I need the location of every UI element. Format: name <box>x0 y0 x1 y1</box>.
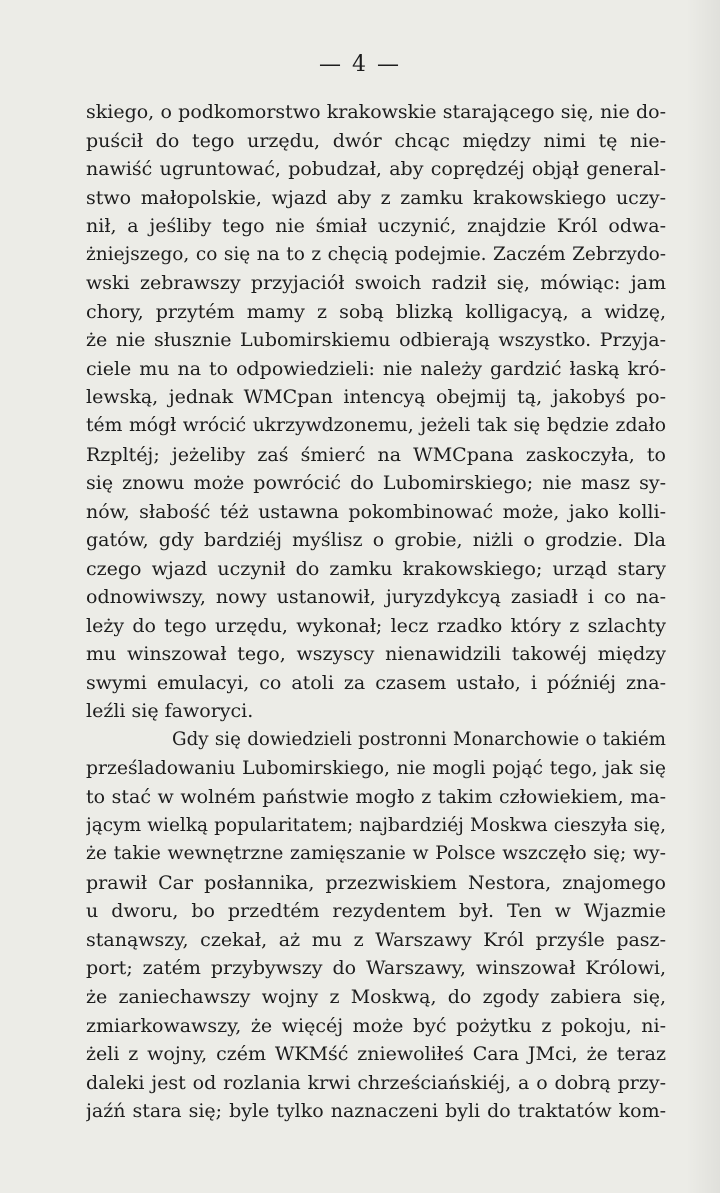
text-line: mu winszował tego, wszyscy nienawidzili takowéj między <box>86 643 666 666</box>
text-line: port; zatém przybywszy do Warszawy, winszował Królowi, <box>86 957 666 980</box>
text-line: Rzpltéj; jeżeliby zaś śmierć na WMCpana zaskoczyła, to <box>86 443 666 466</box>
text-line: czego wjazd uczynił do zamku krakowskiego; urząd stary <box>86 557 666 580</box>
text-line: stwo małopolskie, wjazd aby z zamku krakowskiego uczy- <box>86 186 666 209</box>
text-line: wski zebrawszy przyjaciół swoich radził się, mówiąc: jam <box>86 272 666 295</box>
paragraph-2 <box>86 726 666 1126</box>
text-line: się znowu może powrócić do Lubomirskiego; nie masz sy- <box>86 472 666 495</box>
text-line: daleki jest od rozlania krwi chrześciańskiéj, a o dobrą przy- <box>86 1071 666 1094</box>
text-line: że nie słusznie Lubomirskiemu odbierają wszystko. Przyja- <box>86 329 666 352</box>
text-line: puścił do tego urzędu, dwór chcąc między nimi tę nie- <box>86 129 666 152</box>
text-line: że zaniechawszy wojny z Moskwą, do zgody zabiera się, <box>86 985 666 1008</box>
text-line: jącym wielką popularitatem; najbardziéj Moskwa cieszyła się, <box>86 814 666 836</box>
page-edge-shadow <box>686 0 720 1193</box>
text-line: że takie wewnętrzne zamięszanie w Polsce wszczęło się; wy- <box>86 843 666 865</box>
text-line: nów, słabość téż ustawna pokombinować może, jako kolli- <box>86 500 666 523</box>
text-line: jaźń stara się; byle tylko naznaczeni byli do traktatów kom- <box>86 1100 666 1123</box>
page-number: — 4 — <box>319 52 401 77</box>
body-text <box>86 98 666 1126</box>
text-line: ciele mu na to odpowiedzieli: nie należy gardzić łaską kró- <box>86 357 666 380</box>
text-line: nawiść ugruntować, pobudzał, aby coprędzéj objął general- <box>86 158 666 181</box>
text-line: prawił Car posłannika, przezwiskiem Nestora, znajomego <box>86 871 666 894</box>
paragraph-1 <box>86 98 666 726</box>
text-line: skiego, o podkomorstwo krakowskie starającego się, nie do- <box>86 101 666 123</box>
text-line: zmiarkowawszy, że więcéj może być pożytku z pokoju, ni- <box>86 1014 666 1037</box>
text-line: u dworu, bo przedtém rezydentem był. Ten w Wjazmie <box>86 900 666 923</box>
text-line: leźli się faworyci. <box>86 700 254 723</box>
text-line: odnowiwszy, nowy ustanowił, juryzdykcyą zasiadł i co na- <box>86 586 666 609</box>
text-line: prześladowaniu Lubomirskiego, nie mogli pojąć tego, jak się <box>86 757 666 779</box>
text-line: żniejszego, co się na to z chęcią podejmie. Zaczém Zebrzydo- <box>86 243 666 265</box>
text-line: gatów, gdy bardziéj myślisz o grobie, niżli o grodzie. Dla <box>86 529 666 552</box>
text-line: chory, przytém mamy z sobą blizką kolligacyą, a widzę, <box>86 300 666 323</box>
text-line: swymi emulacyi, co atoli za czasem ustało, i późniéj zna- <box>86 671 666 694</box>
text-line: nił, a jeśliby tego nie śmiał uczynić, znajdzie Król odwa- <box>86 215 666 238</box>
text-line: to stać w wolném państwie mogło z takim człowiekiem, ma- <box>86 786 666 809</box>
text-line: Gdy się dowiedzieli postronni Monarchowie o takiém <box>172 729 666 751</box>
text-line: leży do tego urzędu, wykonał; lecz rzadko który z szlachty <box>86 614 666 637</box>
text-line: tém mógł wrócić ukrzywdzonemu, jeżeli tak się będzie zdało <box>86 415 666 437</box>
text-line: lewską, jednak WMCpan intencyą obejmij tą, jakobyś po- <box>86 386 666 409</box>
text-line: stanąwszy, czekał, aż mu z Warszawy Król przyśle pasz- <box>86 928 666 951</box>
text-line: żeli z wojny, czém WKMść zniewoliłeś Cara JMci, że teraz <box>86 1043 666 1066</box>
